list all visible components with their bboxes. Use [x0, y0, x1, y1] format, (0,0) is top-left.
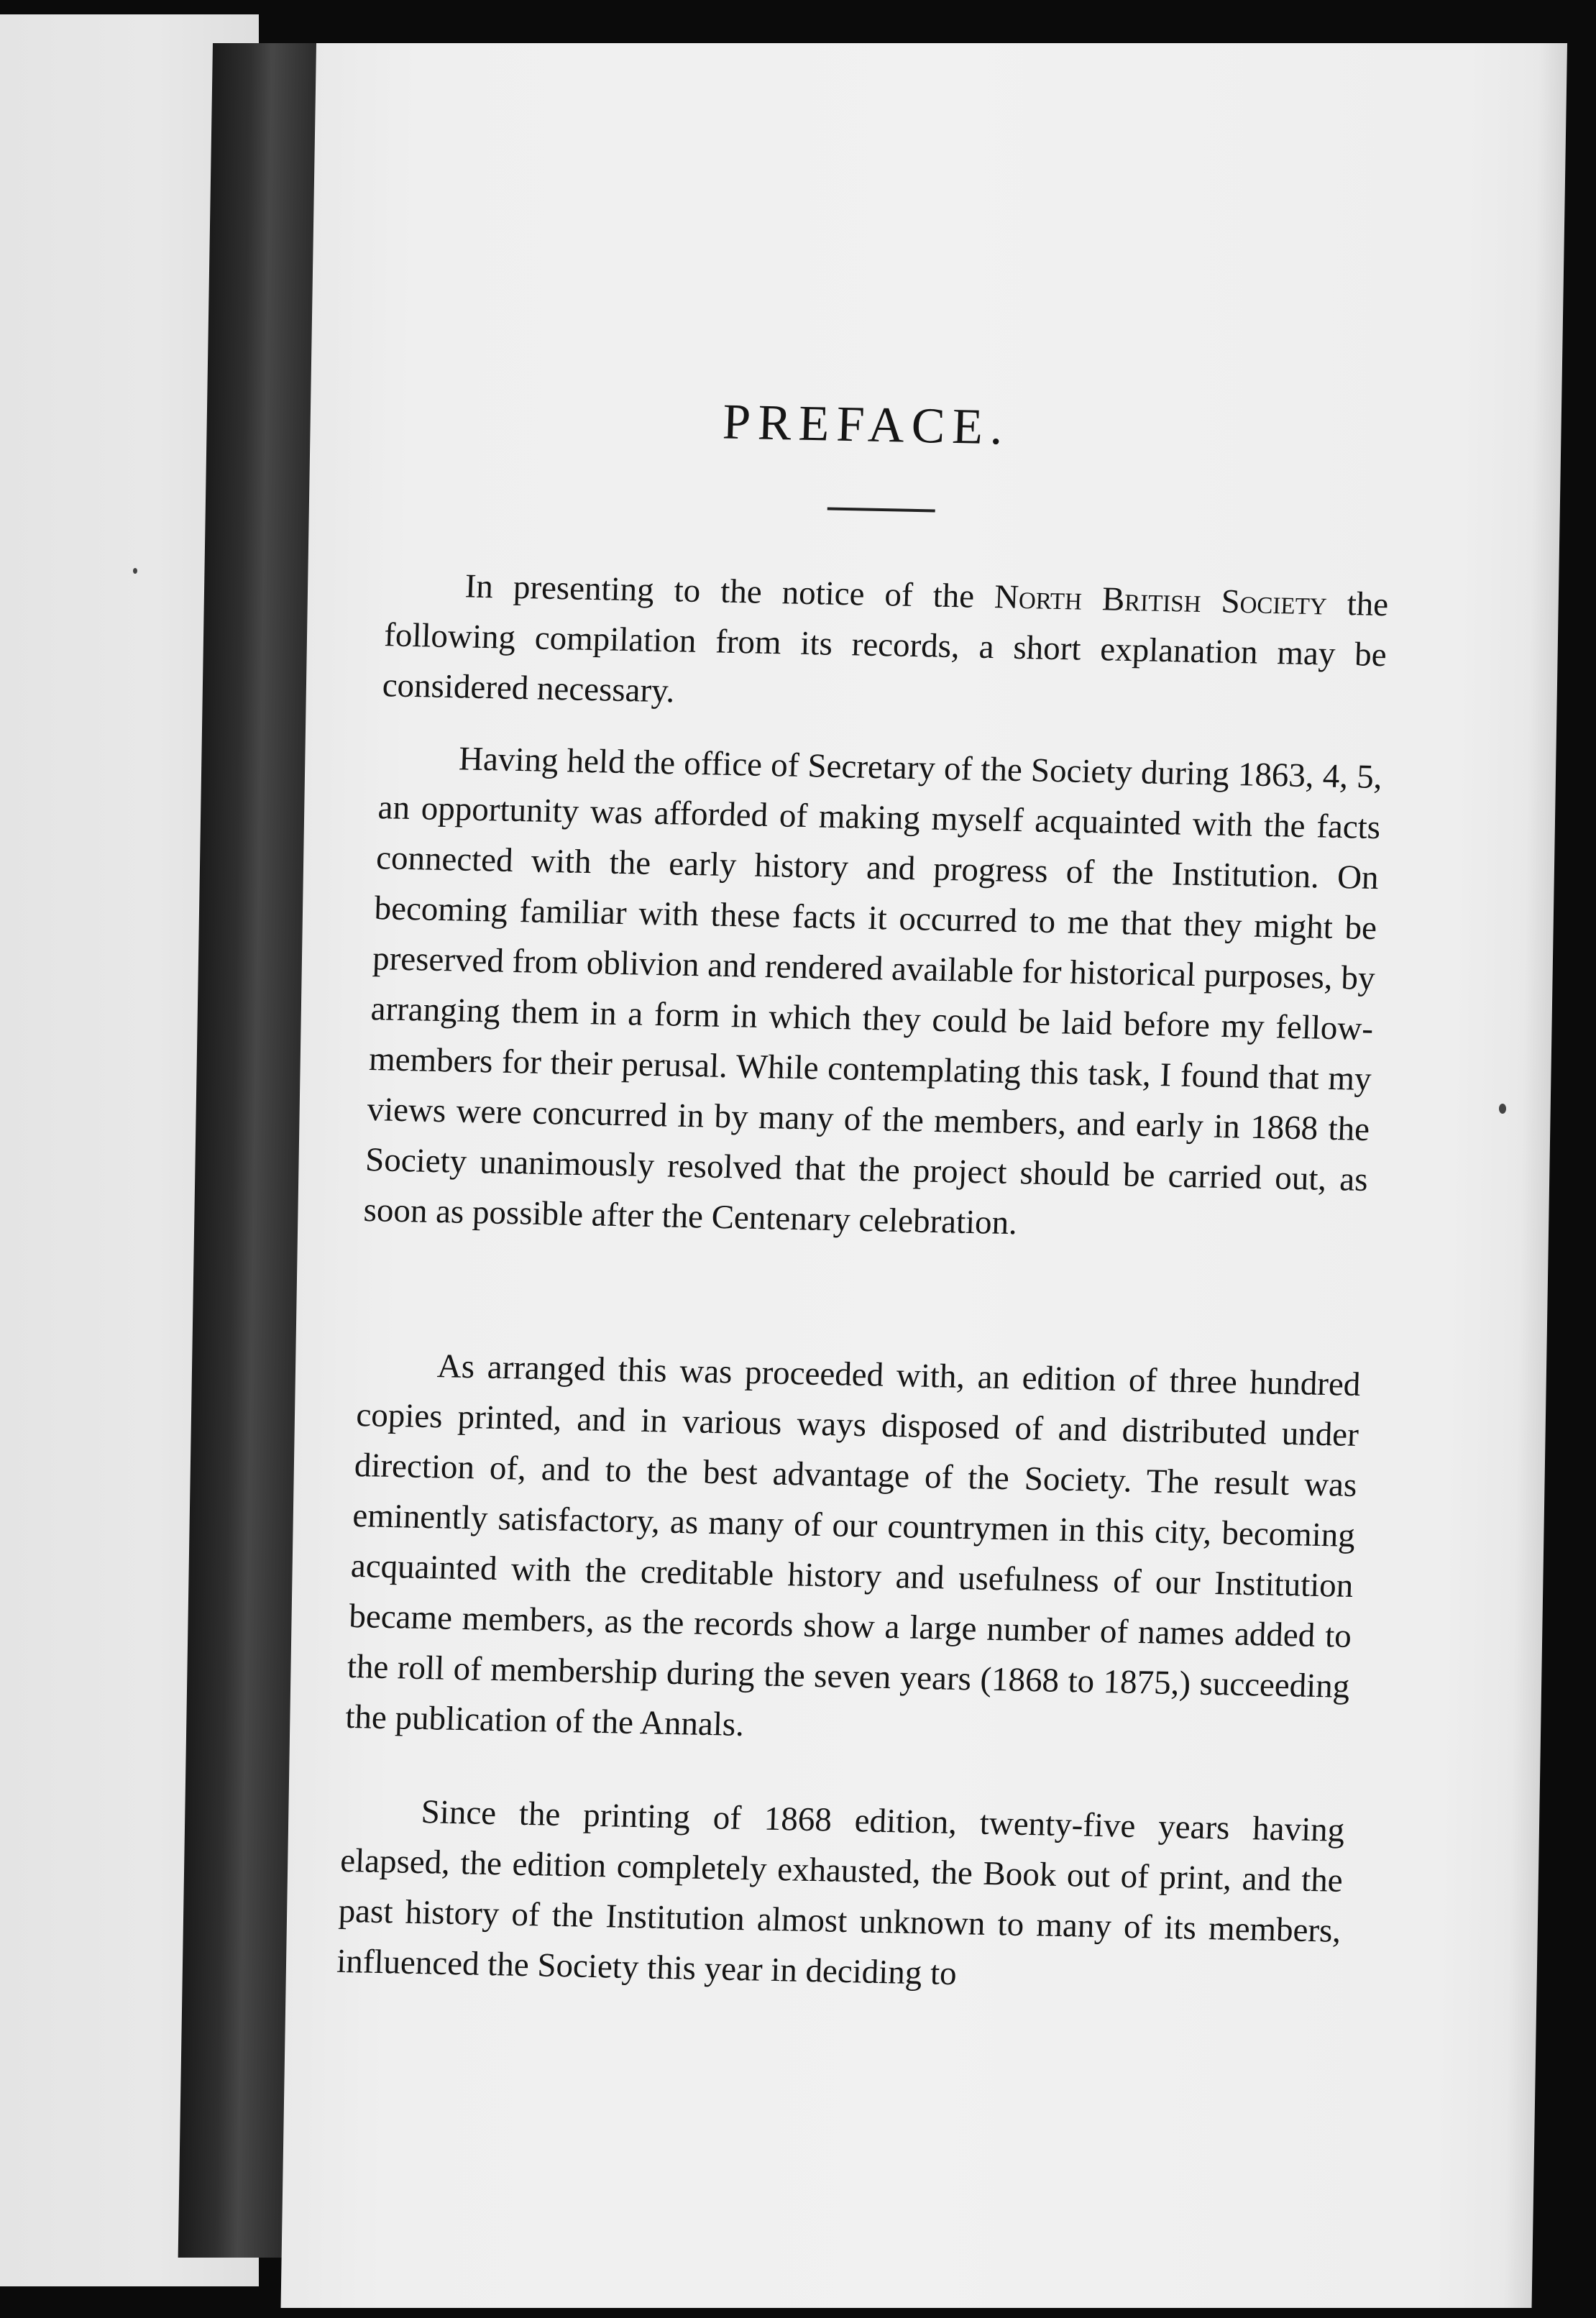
society-name: North British Society	[994, 578, 1328, 623]
paragraph-4: Since the printing of 1868 edition, twenty-five years having elapsed, the edition completely exhausted, the Book out of print, and the past history of the Institution almost unknown to many of its members, influenced the Society this year in deciding to	[336, 1793, 1346, 1993]
paper-speck	[1499, 1104, 1506, 1114]
page-title: PREFACE.	[721, 394, 1012, 456]
title-rule	[827, 507, 935, 512]
paragraph-3: As arranged this was proceeded with, an edition of three hundred copies printed, and in various ways disposed of and distributed under direction of, and to the best advantage of the Society. The result was eminently satisfactory, as many of our countrymen in this city, becoming acquainted with the creditable history and usefulness of our Institution became members, as the records show a large number of names added to the roll of membership during the seven years (1868 to 1875,) succeeding the publication of the Annals.	[344, 1347, 1362, 1744]
paragraph-1-tail: the following compilation from its records, a short explanation may be considered necessary.	[381, 585, 1390, 710]
paragraph-1-lead: In presenting to the notice of the	[464, 567, 996, 616]
page-edge-shadow	[1503, 43, 1567, 2308]
page-text-block	[282, 23, 1398, 2308]
paragraph-2: Having held the office of Secretary of the Society during 1863, 4, 5, an opportunity was afforded of making myself acquainted with the facts connected with the early history and progress of the Institution. On becoming familiar with these facts it occurred to me that they might be preserved from oblivion and rendered available for historical purposes, by arranging them in a form in which they could be laid before my fellow-members for their perusal. While contemplating this task, I found that my views were concurred in by many of the members, and early in 1868 the Society unanimously resolved that the project should be carried out, as soon as possible after the Centenary celebration.	[362, 740, 1383, 1242]
paragraph-1	[382, 559, 1390, 730]
preface-page	[281, 43, 1567, 2308]
paper-speck	[133, 568, 137, 574]
